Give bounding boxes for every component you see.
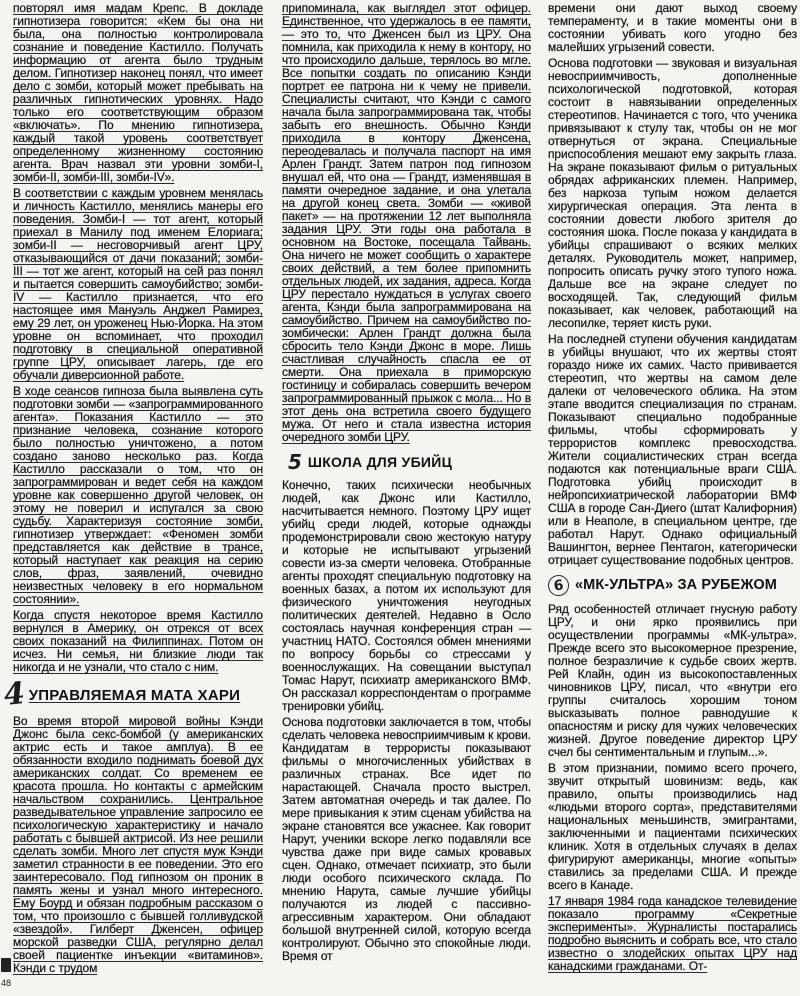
paragraph: Во время второй мировой войны Кэнди Джонс была секс-бомбой (у американских актрис есть и такое амплуа). В ее обязанности входило поднимать боевой дух американских солдат. Со временем ее красота прошла. Но контакты с армейским начальством сохранились. Центральное разведывательное управление запросило ее психологическую характеристику и начало работать с бывшей актрисой. Из нее решили сделать зомби. Много лет спустя муж Кэнди заметил странности в ее поведении. Это его заинтересовало. Под гипнозом он проник в память жены и узнал много интересного. Ему Боурд и обязан подробным рассказом о том, что произошло с бывшей голливудской «звездой». Гилберт Дженсен, офицер морской разведки США, регулярно делал своей пациентке инъекции «витаминов». Кэнди с трудом xyxy=(13,714,263,975)
paragraph: Конечно, таких психически необычных людей, как Джонс или Кастилло, насчитывается немного. Поэтому ЦРУ ищет убийц среди людей, которые однажды продемонстрировали свою жестокую натуру и которые не испытывают угрызений совести из-за смерти человека. Отобранные агенты проходят специальную подготовку на военных базах, а потом их используют для физического уничтожения неугодных политических деятелей. Недавно в Осло состоялась научная конференция стран — участниц НАТО. Состоялся обмен мнениями по вопросу борьбы со стрессами у военнослужащих. На совещании выступал Томас Нарут, психиатр американского ВМФ. Он рассказал корреспондентам о программе тренировки убийц. xyxy=(282,478,531,713)
paragraph: В ходе сеансов гипноза была выявлена суть подготовки зомби — «запрограммированного агента». Показания Кастилло — это признание человека, сознание которого было полностью уничтожено, а потом создано заново несколько раз. Когда Кастилло рассказали о том, что он запрограммирован и ведет себя на каждом уровне как совершенно другой человек, он этому не поверил и испугался за свою судьбу. Характеризуя состояние зомби, гипнотизер утверждает: «Феномен зомби представляется как действие в трансе, который наступает как реакция на серию слов, фраз, заявлений, очевидно неизвестных человеку в его нормальном состоянии». xyxy=(13,384,263,606)
section-number: 6 xyxy=(547,574,571,598)
paragraph: Основа подготовки — звуковая и визуальная невосприимчивость, дополненные психологической подготовкой, которая состоит в навязывании определенных стереотипов. Начинается с того, что ученика привязывают к стулу так, чтобы он не мог отвернуться от экрана. Специальные приспособления мешают ему закрыть глаза. На экране показывают фильм о ритуальных обрядах африканских племен. Например, без наркоза тупым ножом делается хирургическая операция. Эта лента в состоянии довести любого зрителя до состояния шока. После показа у кандидата в убийцы спрашивают о всяких мелких деталях. Руководитель может, например, попросить описать ручку этого тупого ножа. Дальше все на экране следует по восходящей. Так, следующий фильм показывает, как человек, работающий на лесопилке, теряет кисть руки. xyxy=(548,56,797,330)
paragraph: повторял имя мадам Крепс. В докладе гипнотизера говорится: «Кем бы она ни была, она полностью контролировала сознание и поведение Кастилло. Получать информацию от агента было трудным делом. Гипнотизер наконец понял, что имеет дело с зомби, который может пребывать на различных гипнотических уровнях. Надо только его соответствующим образом «включать». По мнению гипнотизера, каждый такой уровень соответствует определенному жизненному состоянию агента. Врач назвал эти уровни зомби-I, зомби-II, зомби-III, зомби-IV». xyxy=(13,1,263,184)
paragraph: припоминала, как выглядел этот офицер. Единственное, что удержалось в ее памяти,— это то, что Дженсен был из ЦРУ. Она помнила, как приходила к нему в контору, но что происходило дальше, терялось во мгле. Все попытки создать по описанию Кэнди портрет ее патрона ни к чему не привели. Специалисты считают, что Кэнди с самого начала была запрограммирована так, чтобы забыть его внешность. Обычно Кэнди приходила в контору Дженсена, переодевалась и получала паспорт на имя Арлен Грандт. Затем патрон под гипнозом внушал ей, что она — Грандт, изменявшая в памяти очередное задание, и она улетала на другой конец света. Зомби — «живой пакет» — на протяжении 12 лет выполняла задания ЦРУ. Эти годы она работала в основном на Востоке, посещала Тайвань. Она ничего не может сообщить о характере своих действий, а тем более припомнить отдельных людей, их задания, адреса. Когда ЦРУ перестало нуждаться в услугах своего агента, Кэнди была запрограммирована на самоубийство. Причем на самоубийство по-зомбически: Арлен Грандт должна была сбросить тело Кэнди Джонс в море. Лишь счастливая случайность спасла ее от смерти. Она приехала в приморскую гостиницу и собиралась совершить вечером запрограммированный прыжок с мола... Но в этот день она встретила своего будущего мужа. От него и стала известна история очередного зомби ЦРУ. xyxy=(282,1,531,444)
paragraph: В этом признании, помимо всего прочего, звучит открытый шовинизм: ведь, как правило, опыты производились над «людьми второго сорта», представителями национальных меньшинств, эмигрантами, заключенными и пациентами психических клиник. Хотя в отдельных случаях в делах фигурируют американцы, многие «опыты» ставились за пределами США. И прежде всего в Канаде. xyxy=(548,761,797,892)
column-2 xyxy=(282,2,531,994)
section-number: 5 xyxy=(288,450,302,474)
section-title: УПРАВЛЯЕМАЯ МАТА ХАРИ xyxy=(28,686,241,704)
publication-logo-icon xyxy=(1,958,11,972)
section-heading xyxy=(548,575,797,596)
paragraph: 17 января 1984 года канадское телевидение показало программу «Секретные эксперименты». Журналисты постарались подробно выяснить и собрать все, что стало известно о злодейских опытах ЦРУ над канадскими гражданами. От- xyxy=(548,894,797,973)
paragraph: времени они дают выход своему темпераменту, и в такие моменты они в состоянии убивать кого угодно без малейших угрызений совести. xyxy=(548,1,797,54)
page-number: 48 xyxy=(0,978,11,988)
paragraph: Основа подготовки заключается в том, чтобы сделать человека невосприимчивым к крови. Кандидатам в террористы показывают фильмы о многочисленных убийствах в различных странах. Все идет по нарастающей. Сначала просто выстрел. Затем автоматная очередь и так далее. По мере привыкания к этим сценам убийства на экране становятся все ужаснее. Как говорит Нарут, ученики вскоре легко подавляли все чувства даже при виде самых кровавых сцен. Однако, отмечает психиатр, это были люди особого психического склада. По мнению Нарута, самые лучшие убийцы получаются из людей с пассивно-агрессивным характером. Они обладают большой внутренней силой, которую всегда контролируют. Обычно это спокойные люди. Время от xyxy=(282,715,531,963)
section-title: ШКОЛА ДЛЯ УБИЙЦ xyxy=(307,453,453,470)
paragraph: Когда спустя некоторое время Кастилло вернулся в Америку, он отрекся от всех своих показаний на Филиппинах. Потом он исчез. Ни семья, ни близкие люди так никогда и не узнали, что стало с ним. xyxy=(13,608,263,674)
paragraph: На последней ступени обучения кандидатам в убийцы внушают, что их жертвы стоят гораздо ниже их самих. Часто прививается стереотип, что жертвы на самом деле далеки от человеческого облика. На этом этапе вводится специализация по странам. Показывают специально подобранные фильмы, чтобы сформировать у террористов комплекс превосходства. Жители социалистических стран всегда подаются как потенциальные враги США. Подготовка убийц происходит в нейропсихиатрической лаборатории ВМФ США в городе Сан-Диего (штат Калифорния) или в Неаполе, в специальном центре, где работал Нарут. Однако официальный Вашингтон, вернее Пентагон, категорически отрицает существование подобных центров. xyxy=(548,332,797,567)
section-heading xyxy=(2,676,263,713)
section-number: 4 xyxy=(2,676,27,713)
paragraph: Ряд особенностей отличает гнусную работу ЦРУ, и они ярко проявились при осуществлении программы «МК-ультра». Прежде всего это высокомерное презрение, полное безразличие к судьбе своих жертв. Рей Клайн, один из высокопоставленных чиновников ЦРУ, писал, что «внутри его группы считалось хорошим тоном высказывать полное равнодушие к опасностям и риску для чужих человеческих жизней. Другое поведение директор ЦРУ счел бы сентиментальным и глупым...». xyxy=(548,602,797,759)
section-title: «МК-УЛЬТРА» ЗА РУБЕЖОМ xyxy=(575,577,777,593)
column-3 xyxy=(548,2,797,994)
paragraph: В соответствии с каждым уровнем менялась и личность Кастилло, менялись манеры его поведения. Зомби-I — тот агент, который приехал в Манилу под именем Елориага; зомби-II — несговорчивый агент ЦРУ, отказывающийся от дачи показаний; зомби-III — тот же агент, который на сей раз понял и пытается совершить самоубийство; зомби-IV — Кастилло признается, что его настоящее имя Мануэль Анджел Рамирез, ему 29 лет, он уроженец Нью-Йорка. На этом уровне он вспоминает, что проходил подготовку в специальной оперативной группе ЦРУ, описывает лагерь, где его обучали диверсионной работе. xyxy=(13,186,263,382)
section-heading xyxy=(282,452,531,472)
